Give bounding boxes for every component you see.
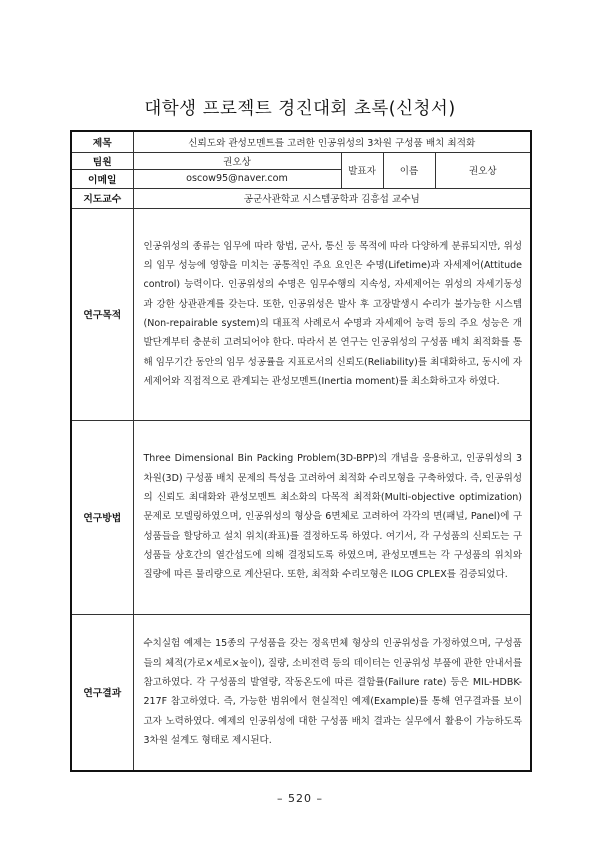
- results-text-cell: [133, 614, 531, 771]
- method-text-cell: [133, 420, 531, 614]
- purpose-label: 연구목적: [71, 208, 133, 420]
- presenter-name: 권오상: [435, 152, 531, 188]
- team-label: 팀원: [71, 152, 133, 169]
- results-row: [71, 614, 531, 771]
- advisor-label: 지도교수: [71, 188, 133, 208]
- method-text: Three Dimensional Bin Packing Problem(3D-BPP)의 개념을 응용하고, 인공위성의 3차원(3D) 구성품 배치 문제의 특성을 고려하여 최적화 수리모형을 구축하였다. 즉, 인공위성의 신뢰도 최대화와 관성모멘트 최소화의 다목적 최적화(Multi-objective optimization) 문제로 모델링하였으며, 인공위성의 형상을 6면체로 고려하여 각각의 면(패널, Panel)에 구성품들을 할당하고 설치 위치(좌표)를 결정하도록 하였다. 여기서, 각 구성품의 신뢰도는 구성품들 상호간의 열간섭도에 의해 결정되도록 하였으며, 관성모멘트는 각 구성품의 위치와 질량에 따른 물리량으로 계산된다. 또한, 최적화 수리모형은 ILOG CPLEX를 검증되었다.: [143, 453, 523, 581]
- purpose-text-cell: [133, 208, 531, 420]
- title-row: [71, 131, 531, 152]
- advisor-row: [71, 188, 531, 208]
- advisor-value: 공군사관학교 시스템공학과 김흥섭 교수님: [133, 188, 531, 208]
- document-title: 대학생 프로젝트 경진대회 초록(신청서): [144, 99, 456, 119]
- team-value: 권오상: [133, 152, 341, 169]
- email-label: 이메일: [71, 169, 133, 188]
- method-label: 연구방법: [71, 420, 133, 614]
- page-number: – 520 –: [277, 792, 323, 805]
- results-text: 수치실험 예제는 15종의 구성품을 갖는 정육면체 형상의 인공위성을 가정하였으며, 구성품들의 체적(가로×세로×높이), 질량, 소비전력 등의 데이터는 인공위성 부품에 관한 안내서를 참고하였다. 각 구성품의 발열량, 작동온도에 따른 결함률(Failure rate) 등은 MIL-HDBK-217F 참고하였다. 즉, 가능한 범위에서 현실적인 예제(Example)를 통해 연구결과를 보이고자 노력하였다. 예제의 인공위성에 대한 구성품 배치 결과는 실무에서 활용이 가능하도록 3차원 설계도 형태로 제시된다.: [143, 638, 523, 746]
- team-row: [71, 152, 531, 169]
- abstract-form-table: [70, 130, 532, 772]
- purpose-row: [71, 208, 531, 420]
- name-label: 이름: [383, 152, 435, 188]
- title-label: 제목: [71, 131, 133, 152]
- purpose-text: 인공위성의 종류는 임무에 따라 항법, 군사, 통신 등 목적에 따라 다양하게 분류되지만, 위성의 임무 성능에 영향을 미치는 공통적인 주요 요인은 수명(Lifetime)과 자세제어(Attitude control) 능력이다. 인공위성의 수명은 임무수행의 지속성, 자세제어는 위성의 자세기동성과 강한 상관관계를 갖는다. 또한, 인공위성은 발사 후 고장발생시 수리가 불가능한 시스템(Non-repairable system)의 대표적 사례로서 수명과 자세제어 능력 등의 주요 성능은 개발단계부터 충분히 고려되어야 한다. 따라서 본 연구는 인공위성의 구성품 배치 최적화를 통해 임무기간 동안의 임무 성공률을 지표로서의 신뢰도(Reliability)를 최대화하고, 동시에 자세제어와 직접적으로 관계되는 관성모멘트(Inertia moment)를 최소화하고자 하였다.: [143, 240, 523, 387]
- project-title: 신뢰도와 관성모멘트를 고려한 인공위성의 3차원 구성품 배치 최적화: [133, 131, 531, 152]
- results-label: 연구결과: [71, 614, 133, 771]
- method-row: [71, 420, 531, 614]
- presenter-label: 발표자: [341, 152, 383, 188]
- email-value: oscow95@naver.com: [133, 169, 341, 188]
